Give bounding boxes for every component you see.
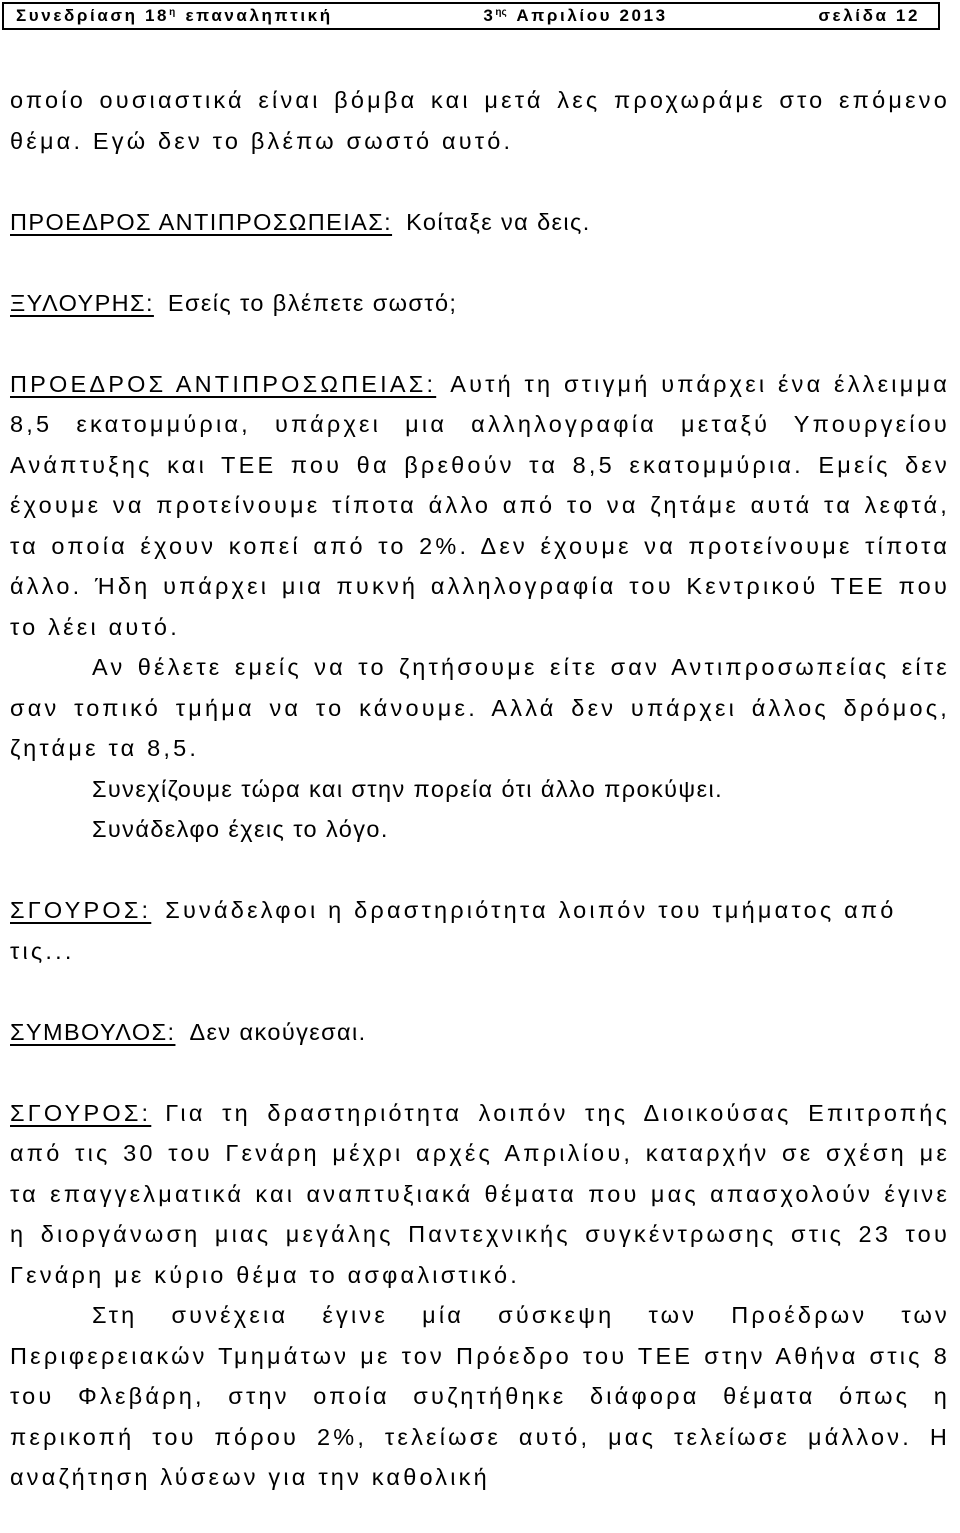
speech-line-4: Συνάδελφο έχεις το λόγο.	[92, 816, 389, 842]
speaker-name: ΣΥΜΒΟΥΛΟΣ:	[10, 1018, 176, 1045]
transcript-body	[10, 80, 950, 1498]
paragraph-president-2	[10, 364, 950, 850]
date-day: 3	[483, 6, 496, 25]
paragraph-sgouros-2	[10, 1093, 950, 1498]
session-number: Συνεδρίαση 18	[16, 6, 170, 25]
date-superscript: ης	[495, 7, 507, 18]
speech-text: Αυτή τη στιγμή υπάρχει ένα έλλειμμα 8,5 εκατομμύρια, υπάρχει μια αλληλογραφία μεταξύ Υπουργείου Ανάπτυξης και ΤΕΕ που θα βρεθούν τα 8,5 εκατομμύρια. Εμείς δεν έχουμε να προτείνουμε τίποτα άλλο από το να ζητάμε αυτά τα λεφτά, τα οποία έχουν κοπεί από το 2%. Δεν έχουμε να προτείνουμε τίποτα άλλο. Ήδη υπάρχει μια πυκνή αλληλογραφία του Κεντρικού ΤΕΕ που το λέει αυτό.	[10, 370, 950, 640]
session-info	[16, 6, 333, 26]
speaker-name: ΣΓΟΥΡΟΣ:	[10, 1099, 152, 1126]
speaker-name: ΠΡΟΕΔΡΟΣ ΑΝΤΙΠΡΟΣΩΠΕΙΑΣ:	[10, 370, 437, 397]
paragraph-symvoulos	[10, 1012, 950, 1053]
speaker-name: ΞΥΛΟΥΡΗΣ:	[10, 289, 154, 316]
session-superscript: η	[169, 7, 176, 18]
date-month-year: Απριλίου 2013	[516, 6, 668, 25]
paragraph-president-1	[10, 202, 950, 243]
speaker-name: ΣΓΟΥΡΟΣ:	[10, 897, 152, 923]
page-header	[2, 2, 940, 30]
speech-text: Κοίταξε να δεις.	[406, 208, 591, 235]
speaker-name: ΠΡΟΕΔΡΟΣ ΑΝΤΙΠΡΟΣΩΠΕΙΑΣ:	[10, 208, 393, 235]
session-type: επαναληπτική	[185, 6, 333, 25]
speech-text: Συνάδελφοι η δραστηριότητα λοιπόν του τμήματος από τις...	[10, 897, 897, 964]
session-date	[483, 6, 667, 26]
speech-line-3: Συνεχίζουμε τώρα και στην πορεία ότι άλλο προκύψει.	[92, 775, 723, 802]
speech-block-2: Στη συνέχεια έγινε μία σύσκεψη των Προέδρων των Περιφερειακών Τμημάτων με τον Πρόεδρο του ΤΕΕ στην Αθήνα στις 8 του Φλεβάρη, στην οποία συζητήθηκε διάφορα θέματα όπως η περικοπή του πόρου 2%, τελείωσε αυτό, μας τελείωσε μάλλον. Η αναζήτηση λύσεων για την καθολική	[10, 1302, 950, 1490]
paragraph-sgouros-1	[10, 890, 950, 971]
speech-text: Δεν ακούγεσαι.	[189, 1018, 367, 1045]
speech-text: Για τη δραστηριότητα λοιπόν της Διοικούσας Επιτροπής από τις 30 του Γενάρη μέχρι αρχές Απριλίου, καταρχήν σε σχέση με τα επαγγελματικά και αναπτυξιακά θέματα που μας απασχολούν έγινε η διοργάνωση μιας μεγάλης Παντεχνικής συγκέντρωσης στις 23 του Γενάρη με κύριο θέμα το ασφαλιστικό.	[10, 1099, 950, 1288]
speech-block	[10, 364, 950, 648]
paragraph-continuation: οποίο ουσιαστικά είναι βόμβα και μετά λες προχωράμε στο επόμενο θέμα. Εγώ δεν το βλέπω σωστό αυτό.	[10, 87, 950, 154]
speech-block	[10, 1093, 950, 1296]
speech-text: Εσείς το βλέπετε σωστό;	[167, 289, 458, 316]
page-number: σελίδα 12	[818, 6, 920, 25]
speech-block-2: Αν θέλετε εμείς να το ζητήσουμε είτε σαν Αντιπροσωπείας είτε σαν τοπικό τμήμα να το κάνουμε. Αλλά δεν υπάρχει άλλος δρόμος, ζητάμε τα 8,5.	[10, 654, 950, 761]
paragraph-xylouris	[10, 283, 950, 324]
